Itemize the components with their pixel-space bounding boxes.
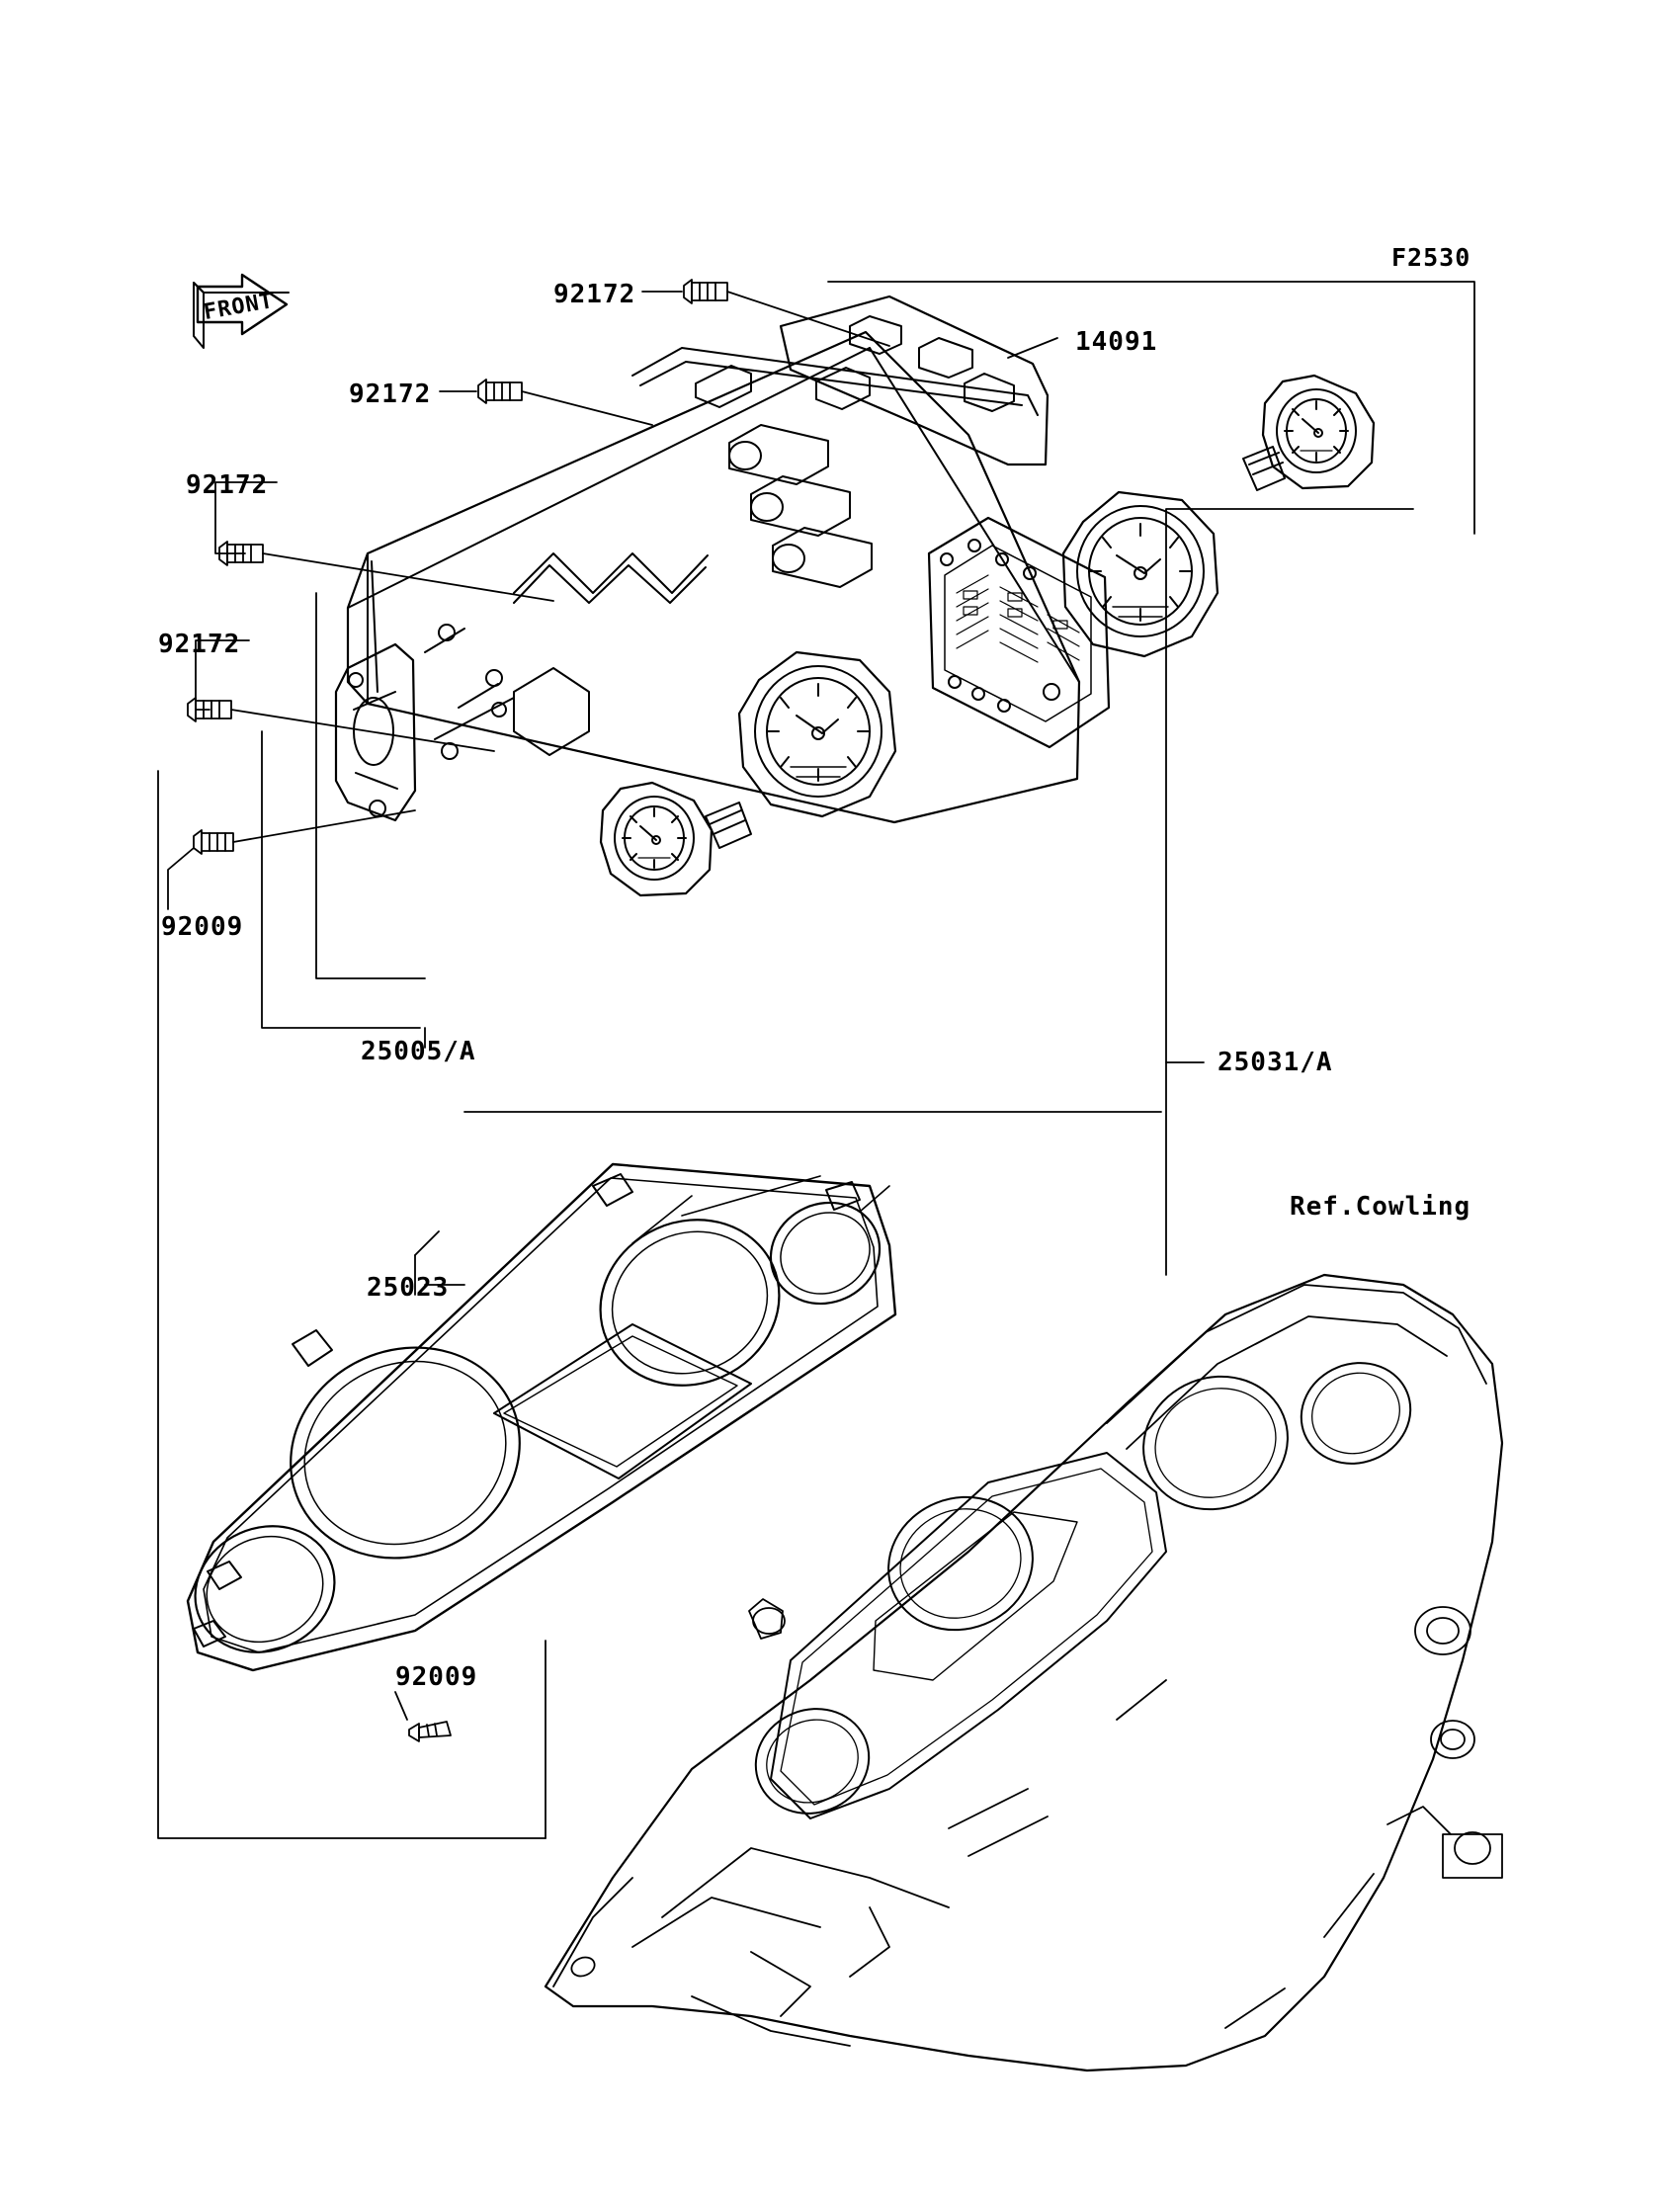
part-label-14091[interactable]: 14091 [1075, 327, 1158, 357]
reference-note: Ref.Cowling [1290, 1192, 1471, 1222]
meter-assembly-upper [336, 296, 1374, 895]
lcd-board [929, 518, 1109, 747]
part-label-92009-left[interactable]: 92009 [161, 912, 244, 942]
part-label-92172-upper-left[interactable]: 92172 [349, 380, 432, 409]
front-arrow-label: FRONT [202, 289, 276, 325]
part-label-92172-mid-left[interactable]: 92172 [186, 470, 269, 500]
cowling-reference [546, 1275, 1502, 2070]
part-label-92172-top[interactable]: 92172 [553, 280, 636, 309]
part-label-25005-a[interactable]: 25005/A [361, 1037, 476, 1066]
part-label-92172-lower-left[interactable]: 92172 [158, 630, 241, 659]
page-code: F2530 [1391, 243, 1471, 272]
tachometer-dial [1063, 492, 1218, 656]
screw-icon-2 [478, 380, 522, 403]
small-gauge-left [601, 783, 751, 895]
screw-icon-1 [684, 280, 727, 303]
small-gauge-right [1243, 376, 1374, 490]
part-label-92009-bottom[interactable]: 92009 [395, 1662, 478, 1692]
bracket-25005 [262, 593, 425, 1048]
screw-icon-5 [194, 830, 233, 854]
meter-case-25023 [175, 1164, 895, 1674]
speedometer-dial [739, 652, 895, 816]
screw-icon-6 [409, 1722, 451, 1741]
bracket-25031 [464, 282, 1474, 1275]
part-label-25031-a[interactable]: 25031/A [1218, 1048, 1333, 1077]
part-label-25023[interactable]: 25023 [367, 1273, 450, 1303]
